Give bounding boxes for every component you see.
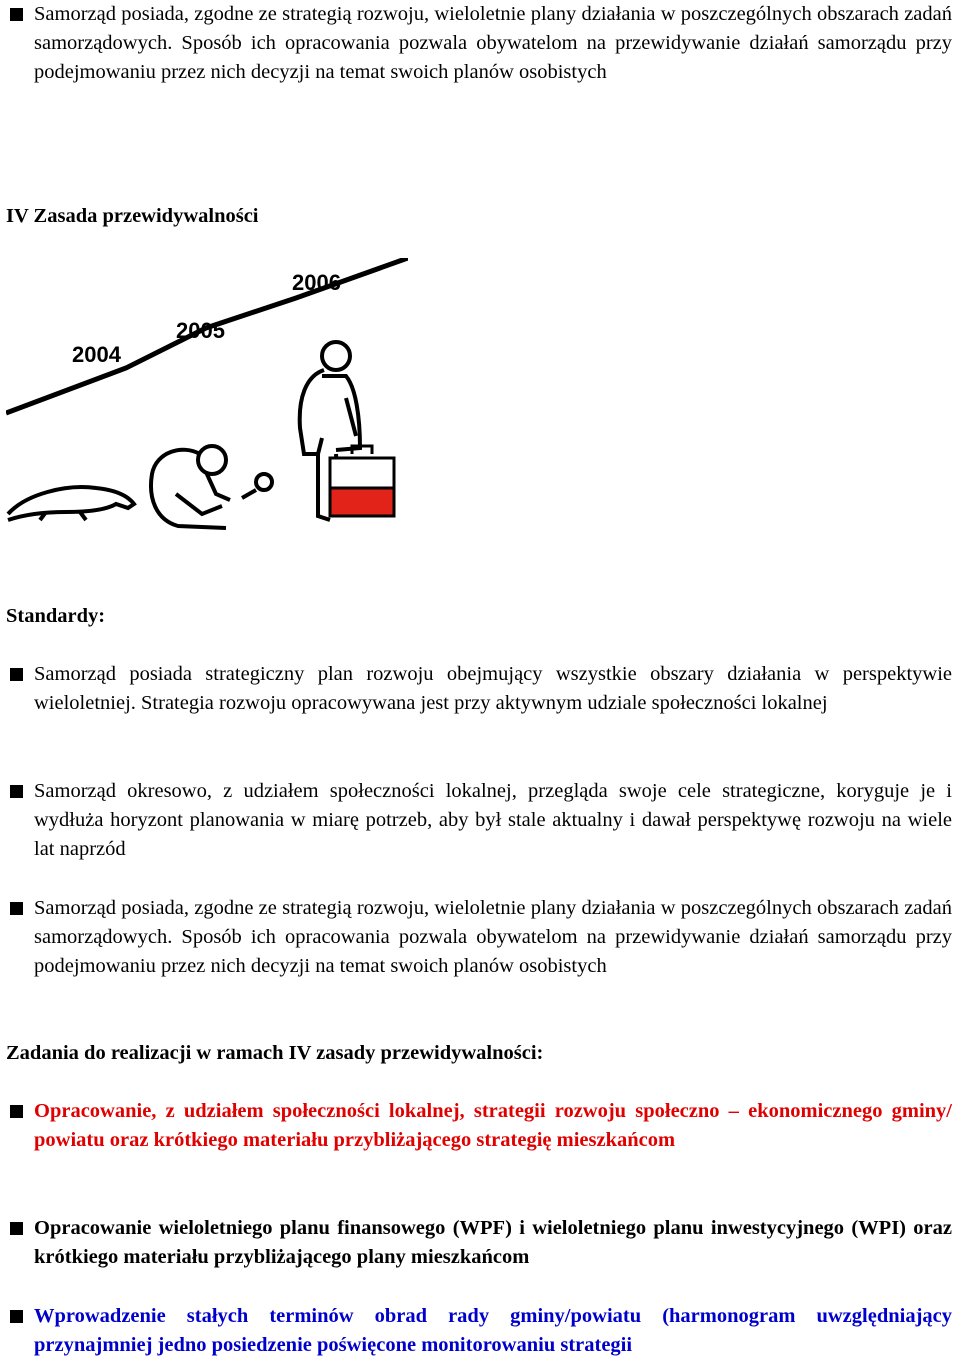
standards-heading: Standardy: xyxy=(6,605,106,627)
standard-item: Samorząd posiada, zgodne ze strategią rozwoju, wieloletnie plany działania w poszczególnych obszarach zadań samorządowych. Sposób ich opracowania pozwala obywatelom na przewidywanie działań samorządu przy podejmowaniu przez nich decyzji na temat swoich planów osobistych xyxy=(34,894,952,981)
standard-item: Samorząd okresowo, z udziałem społeczności lokalnej, przegląda swoje cele strategiczne, koryguje je i wydłuża horyzont planowania w miarę potrzeb, aby był stale aktualny i dawał perspektywę rozwoju na wiele lat naprzód xyxy=(34,777,952,864)
section-title: IV Zasada przewidywalności xyxy=(6,205,259,227)
task-item: Opracowanie, z udziałem społeczności lokalnej, strategii rozwoju społeczno – ekonomicznego gminy/ powiatu oraz krótkiego materiału przybliżającego strategię mieszkańcom xyxy=(34,1097,952,1155)
task-item: Wprowadzenie stałych terminów obrad rady gminy/powiatu (harmonogram uwzględniający przynajmniej jedno posiedzenie poświęcone monitorowaniu strategii xyxy=(34,1302,952,1360)
flag-briefcase-icon xyxy=(330,446,394,516)
year-label-2004: 2004 xyxy=(72,342,121,367)
animal-figure xyxy=(8,487,134,520)
evolution-illustration xyxy=(6,258,408,572)
year-label-2006: 2006 xyxy=(292,270,341,295)
tasks-heading: Zadania do realizacji w ramach IV zasady przewidywalności: xyxy=(6,1042,544,1064)
top-bullet-paragraph: Samorząd posiada, zgodne ze strategią rozwoju, wieloletnie plany działania w poszczególnych obszarach zadań samorządowych. Sposób ich opracowania pozwala obywatelom na przewidywanie działań samorządu przy podejmowaniu przez nich decyzji na temat swoich planów osobistych xyxy=(34,0,952,87)
standard-item: Samorząd posiada strategiczny plan rozwoju obejmujący wszystkie obszary działania w perspektywie wieloletniej. Strategia rozwoju opracowywana jest przy aktywnym udziale społeczności lokalnej xyxy=(34,660,952,718)
task-item: Opracowanie wieloletniego planu finansowego (WPF) i wieloletniego planu inwestycyjnego (WPI) oraz krótkiego materiału przybliżającego plany mieszkańcom xyxy=(34,1214,952,1272)
crouching-human-figure xyxy=(151,446,272,528)
year-label-2005: 2005 xyxy=(176,318,225,343)
